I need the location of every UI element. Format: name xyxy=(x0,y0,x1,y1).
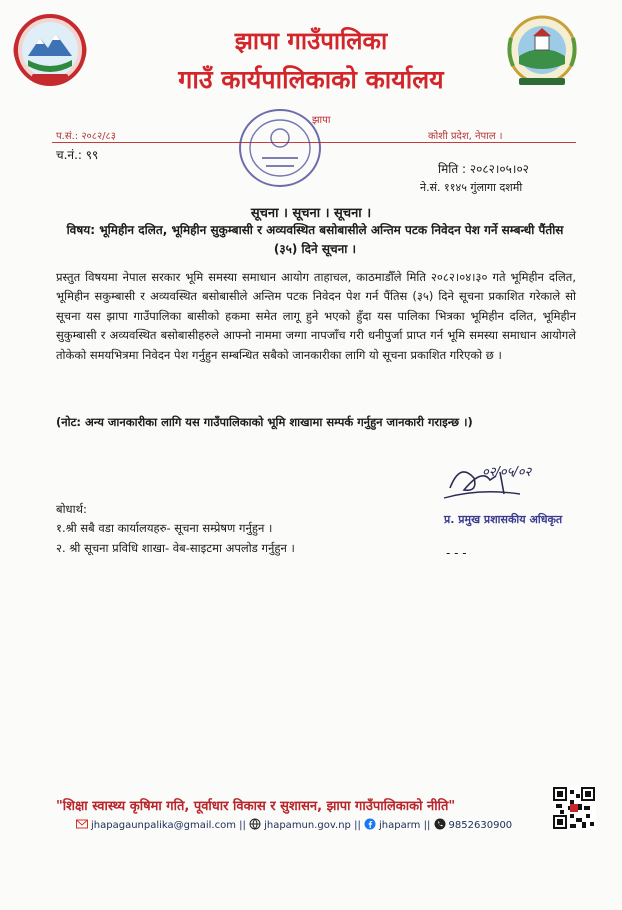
notice-subject: विषय: भूमिहीन दलित, भूमिहीन सुकुम्बासी र अव्यवस्थित बसोबासीले अन्तिम पटक निवेदन पेश गर्ने सम्बन्धी पैंतीस (३५) दिने सूचना । xyxy=(66,223,564,256)
signatory-title: प्र. प्रमुख प्रशासकीय अधिकृत xyxy=(444,513,563,526)
office-location: कोशी प्रदेश, नेपाल । xyxy=(428,131,503,142)
footer-facebook[interactable]: jhaparm xyxy=(379,820,421,831)
stamp-text: झापा xyxy=(312,115,331,126)
dispatch-number: च.नं.: ९९ xyxy=(56,148,99,162)
nepal-sambat-date: ने.सं. ११४५ गुंलागा दशमी xyxy=(420,181,523,194)
cc-item: १.श्री सबै वडा कार्यालयहरु- सूचना सम्प्रेषण गर्नुहुन । xyxy=(56,521,273,535)
footer-separator: || xyxy=(354,820,361,831)
signature-date: ०२/०५/०२ xyxy=(482,465,532,480)
qr-code-icon[interactable] xyxy=(552,786,596,830)
footer-separator: || xyxy=(239,820,246,831)
globe-icon xyxy=(249,818,261,830)
municipality-name: झापा गाउँपालिका xyxy=(234,27,388,55)
footer-motto: "शिक्षा स्वास्थ्य कृषिमा गति, पूर्वाधार विकास र सुशासन, झापा गाउँपालिकाको नीति" xyxy=(56,799,456,814)
phone-icon xyxy=(434,818,446,830)
notice-body: प्रस्तुत विषयमा नेपाल सरकार भूमि समस्या समाधान आयोग ताहाचल, काठमाडौँले मिति २०८२।०४।३० गते भूमिहीन दलित, भूमिहीन सकुम्बासी र अव्यवस्थित बसोबासीले अन्तिम पटक निवेदन पेश गर्न पैंतिस (३५) दिने सूचना प्रकाशित गरेकाले सो सूचना यस झापा गाउँपालिका बासीको हकमा समेत लागू हुने भएको हुँदा यस पालिका भित्रका भूमिहीन दलित, भूमिहीन सुकुम्बासी र अव्यवस्थित बसोबासीहरुले आफ्नो नाममा जग्गा नापजाँच गरी धनीपुर्जा प्राप्त गर्न भूमि समस्या समाधान आयोगले तोकेको समयभित्रमा निवेदन पेश गर्नुहुन सम्बन्धित सबैको जानकारीका लागि यो सूचना प्रकाशित गरिएको छ । xyxy=(56,270,576,362)
office-stamp-icon xyxy=(236,104,324,192)
issue-date: मिति : २०८२।०५।०२ xyxy=(438,162,529,176)
footer-separator: || xyxy=(423,820,431,831)
facebook-icon xyxy=(364,818,376,830)
cc-item: २. श्री सूचना प्रविधि शाखा- वेब-साइटमा अपलोड गर्नुहुन । xyxy=(56,541,295,555)
footer-contact xyxy=(76,818,512,831)
gmail-icon xyxy=(76,818,88,830)
cc-label: बोधार्थ: xyxy=(56,502,87,516)
notice-title: सूचना । सूचना । सूचना । xyxy=(250,206,372,221)
footer-phone[interactable]: 9852630900 xyxy=(448,820,513,831)
footer-website[interactable]: jhapamun.gov.np xyxy=(264,820,351,831)
footer-email[interactable]: jhapagaunpalika@gmail.com xyxy=(91,820,236,831)
notice-note: (नोट: अन्य जानकारीका लागि यस गाउँपालिकाको भूमि शाखामा सम्पर्क गर्नुहुन जानकारी गराइन्छ ।) xyxy=(56,415,473,429)
reference-number: प.सं.: २०८२/८३ xyxy=(56,131,116,142)
office-name: गाउँ कार्यपालिकाको कार्यालय xyxy=(178,65,444,94)
signature-dashes: - - - xyxy=(446,546,467,560)
